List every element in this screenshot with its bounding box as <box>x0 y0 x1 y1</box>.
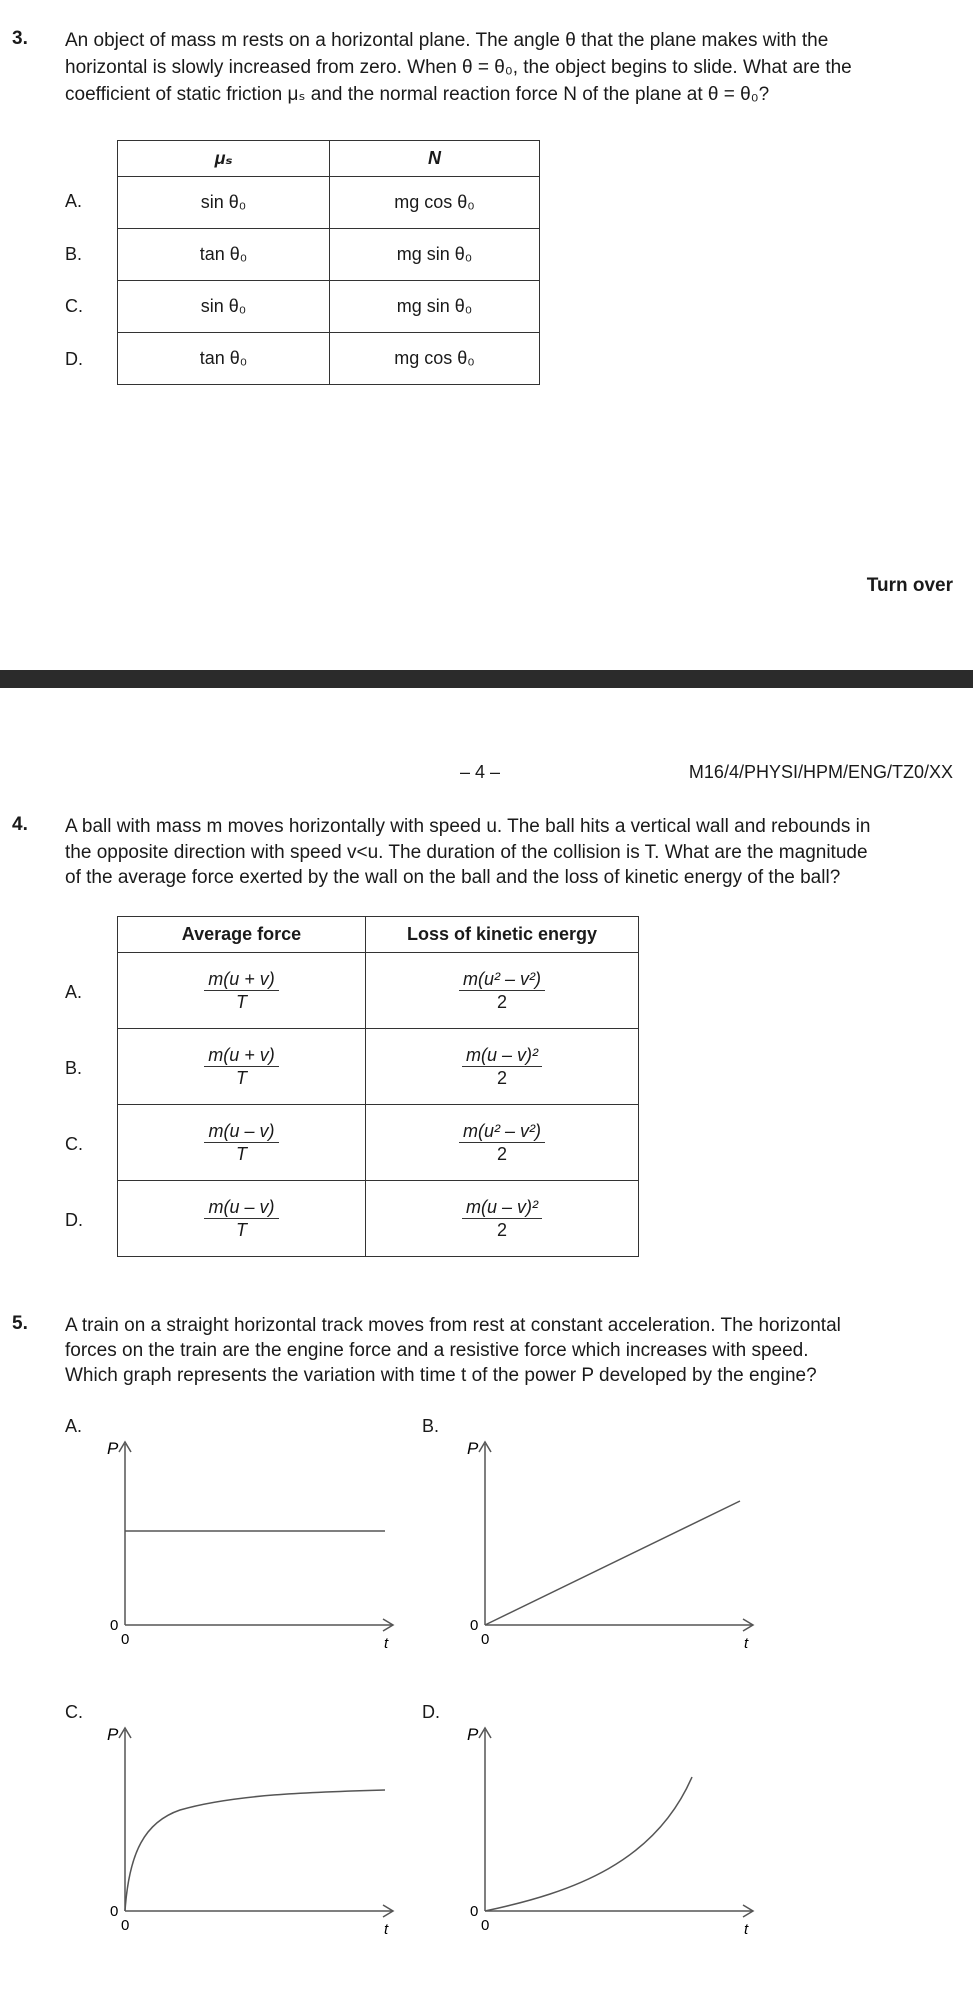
q3-b-mu: tan θ₀ <box>118 229 330 281</box>
page-break-band <box>0 670 973 688</box>
q3-a-mu: sin θ₀ <box>118 177 330 229</box>
q4-c-ke-den: 2 <box>496 1144 507 1164</box>
question-3-line-3: coefficient of static friction μₛ and the normal reaction force N of the plane at θ = θ₀? <box>65 84 770 105</box>
q3-a-n: mg cos θ₀ <box>330 177 540 229</box>
q5-option-b-label[interactable]: B. <box>422 1416 440 1436</box>
q4-d-ke-num: m(u – v)² <box>462 1196 542 1219</box>
q3-option-d-label[interactable]: D. <box>65 349 83 369</box>
question-4-line-3: of the average force exerted by the wall on the ball and the loss of kinetic energy of the ball? <box>65 867 841 888</box>
q3-b-n: mg sin θ₀ <box>330 229 540 281</box>
graph-d-origin: 0 <box>470 1903 479 1920</box>
graph-a-origin-x: 0 <box>121 1631 130 1648</box>
q4-c-force-den: T <box>235 1144 247 1164</box>
graph-c-curve <box>125 1790 385 1911</box>
question-3-line-2: horizontal is slowly increased from zero. When θ = θ₀, the object begins to slide. What are the <box>65 57 852 78</box>
graph-b-x-label: t <box>744 1635 749 1652</box>
question-5-line-1: A train on a straight horizontal track moves from rest at constant acceleration. The horizontal <box>65 1315 841 1336</box>
q4-d-force-num: m(u – v) <box>204 1196 278 1219</box>
graph-d-x-label: t <box>744 1921 749 1938</box>
q4-b-ke-den: 2 <box>496 1068 507 1088</box>
q4-b-ke <box>366 1029 639 1105</box>
q5-graph-b[interactable] <box>455 1436 765 1654</box>
q4-d-force <box>118 1181 366 1257</box>
page-number: – 4 – <box>460 762 501 782</box>
q5-option-c-label[interactable]: C. <box>65 1702 83 1722</box>
q3-d-mu: tan θ₀ <box>118 333 330 385</box>
question-4-number: 4. <box>12 814 28 835</box>
graph-b-origin: 0 <box>470 1617 479 1634</box>
q3-d-n: mg cos θ₀ <box>330 333 540 385</box>
q4-d-ke-den: 2 <box>496 1220 507 1240</box>
question-5-line-2: forces on the train are the engine force and a resistive force which increases with speed. <box>65 1340 809 1361</box>
graph-a-x-label: t <box>384 1635 389 1652</box>
question-3-number: 3. <box>12 28 28 49</box>
q4-d-force-den: T <box>235 1220 247 1240</box>
q5-option-d-label[interactable]: D. <box>422 1702 440 1722</box>
question-4-line-2: the opposite direction with speed v<u. The duration of the collision is T. What are the magnitude <box>65 842 868 863</box>
q3-c-n: mg sin θ₀ <box>330 281 540 333</box>
q4-a-ke-den: 2 <box>496 992 507 1012</box>
q4-c-ke-num: m(u² – v²) <box>459 1120 545 1143</box>
q5-graph-c[interactable] <box>95 1722 405 1940</box>
q4-option-a-label[interactable]: A. <box>65 982 83 1002</box>
graph-d-curve <box>485 1777 692 1911</box>
graph-a-origin: 0 <box>110 1617 119 1634</box>
q4-option-d-label[interactable]: D. <box>65 1210 83 1230</box>
q5-option-a-label[interactable]: A. <box>65 1416 83 1436</box>
graph-b-curve <box>485 1501 740 1625</box>
turn-over-note: Turn over <box>866 575 953 596</box>
q4-b-force-den: T <box>235 1068 247 1088</box>
q4-c-ke <box>366 1105 639 1181</box>
q4-d-ke <box>366 1181 639 1257</box>
q4-header-ke: Loss of kinetic energy <box>366 917 639 953</box>
q4-a-force <box>118 953 366 1029</box>
question-5-line-3: Which graph represents the variation with time t of the power P developed by the engine? <box>65 1365 817 1386</box>
q4-a-ke-num: m(u² – v²) <box>459 968 545 991</box>
graph-c-y-label: P <box>107 1725 119 1744</box>
q3-c-mu: sin θ₀ <box>118 281 330 333</box>
q4-option-b-label[interactable]: B. <box>65 1058 83 1078</box>
q4-c-force-num: m(u – v) <box>204 1120 278 1143</box>
q4-answer-table <box>117 916 639 1257</box>
q4-header-force: Average force <box>118 917 366 953</box>
q3-option-a-label[interactable]: A. <box>65 191 83 211</box>
q4-a-force-num: m(u + v) <box>204 968 279 991</box>
q3-option-c-label[interactable]: C. <box>65 296 83 316</box>
graph-a-y-label: P <box>107 1439 119 1458</box>
graph-b-origin-x: 0 <box>481 1631 490 1648</box>
q4-a-force-den: T <box>235 992 247 1012</box>
q3-option-b-label[interactable]: B. <box>65 244 83 264</box>
q4-b-force <box>118 1029 366 1105</box>
question-4-line-1: A ball with mass m moves horizontally with speed u. The ball hits a vertical wall and rebounds in <box>65 816 871 837</box>
q3-header-n: N <box>330 141 540 177</box>
q4-option-c-label[interactable]: C. <box>65 1134 83 1154</box>
graph-c-origin-x: 0 <box>121 1917 130 1934</box>
q4-b-ke-num: m(u – v)² <box>462 1044 542 1067</box>
q4-a-ke <box>366 953 639 1029</box>
graph-b-y-label: P <box>467 1439 479 1458</box>
q5-graph-a[interactable] <box>95 1436 405 1654</box>
q4-c-force <box>118 1105 366 1181</box>
q3-header-mu: μₛ <box>118 141 330 177</box>
q4-b-force-num: m(u + v) <box>204 1044 279 1067</box>
graph-d-origin-x: 0 <box>481 1917 490 1934</box>
q5-graph-d[interactable] <box>455 1722 765 1940</box>
paper-code: M16/4/PHYSI/HPM/ENG/TZ0/XX <box>688 762 953 782</box>
q3-answer-table <box>117 140 540 385</box>
graph-d-y-label: P <box>467 1725 479 1744</box>
graph-c-origin: 0 <box>110 1903 119 1920</box>
question-3-line-1: An object of mass m rests on a horizontal plane. The angle θ that the plane makes with the <box>65 30 829 51</box>
question-5-number: 5. <box>12 1313 28 1334</box>
graph-c-x-label: t <box>384 1921 389 1938</box>
